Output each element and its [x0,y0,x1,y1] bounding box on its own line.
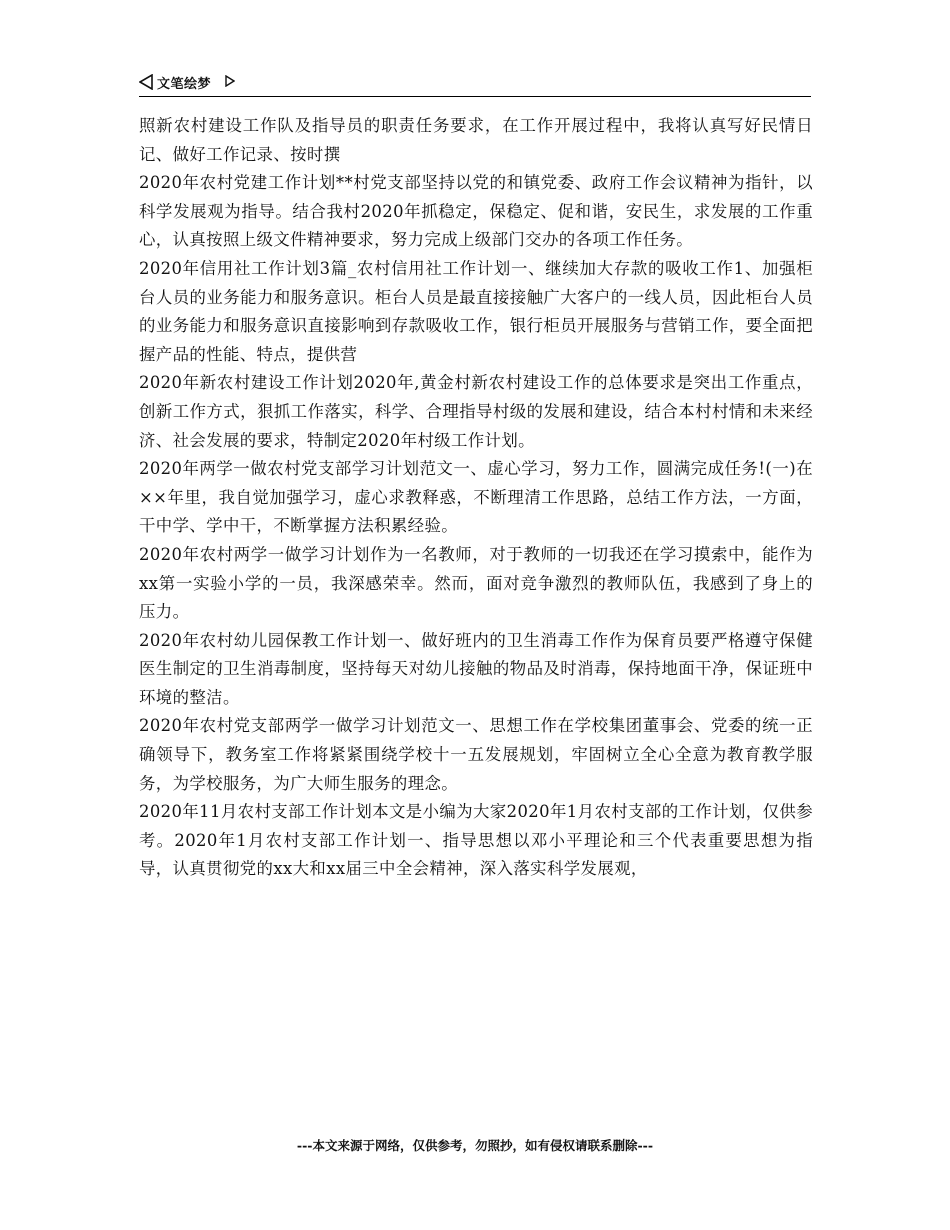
paragraph: 2020年农村两学一做学习计划作为一名教师，对于教师的一切我还在学习摸索中，能作为xx第一实验小学的一员，我深感荣幸。然而，面对竞争激烈的教师队伍，我感到了身上的压力。 [139,544,813,622]
paragraph: 2020年农村党建工作计划**村党支部坚持以党的和镇党委、政府工作会议精神为指针，以科学发展观为指导。结合我村2020年抓稳定，保稳定、促和谐，安民生，求发展的工作重心，认真按照上级文件精神要求，努力完成上级部门交办的各项工作任务。 [139,173,813,250]
page-header [139,70,811,97]
paragraph: 2020年11月农村支部工作计划本文是小编为大家2020年1月农村支部的工作计划，仅供参考。2020年1月农村支部工作计划一、指导思想以邓小平理论和三个代表重要思想为指导，认真贯彻党的xx大和xx届三中全会精神，深入落实科学发展观， [139,802,813,879]
paragraph: 2020年新农村建设工作计划2020年,黄金村新农村建设工作的总体要求是突出工作重点，创新工作方式，狠抓工作落实，科学、合理指导村级的发展和建设，结合本村村情和未来经济、社会发展的要求，特制定2020年村级工作计划。 [139,373,813,450]
footer-disclaimer: ---本文来源于网络，仅供参考，勿照抄，如有侵权请联系删除--- [296,1138,654,1153]
paragraph: 2020年农村党支部两学一做学习计划范文一、思想工作在学校集团董事会、党委的统一正确领导下，教务室工作将紧紧围绕学校十一五发展规划，牢固树立全心全意为教育教学服务，为学校服务，为广大师生服务的理念。 [139,716,813,793]
paragraph: 2020年两学一做农村党支部学习计划范文一、虚心学习，努力工作，圆满完成任务!(一)在××年里，我自觉加强学习，虚心求教释惑，不断理清工作思路，总结工作方法，一方面，干中学、学中干，不断掌握方法积累经验。 [139,459,813,536]
brand-name: 文笔绘梦 [157,77,212,92]
paragraph: 2020年信用社工作计划3篇_农村信用社工作计划一、继续加大存款的吸收工作1、加强柜台人员的业务能力和服务意识。柜台人员是最直接接触广大客户的一线人员，因此柜台人员的业务能力和服务意识直接影响到存款吸收工作，银行柜员开展服务与营销工作，要全面把握产品的性能、特点，提供营 [139,258,813,364]
triangle-right-outline-icon [225,75,235,87]
paragraph: 2020年农村幼儿园保教工作计划一、做好班内的卫生消毒工作作为保育员要严格遵守保健医生制定的卫生消毒制度，坚持每天对幼儿接触的物品及时消毒，保持地面干净，保证班中环境的整洁。 [139,630,813,707]
paragraph: 照新农村建设工作队及指导员的职责任务要求，在工作开展过程中，我将认真写好民情日记、做好工作记录、按时撰 [139,116,813,164]
document-body [139,112,813,884]
